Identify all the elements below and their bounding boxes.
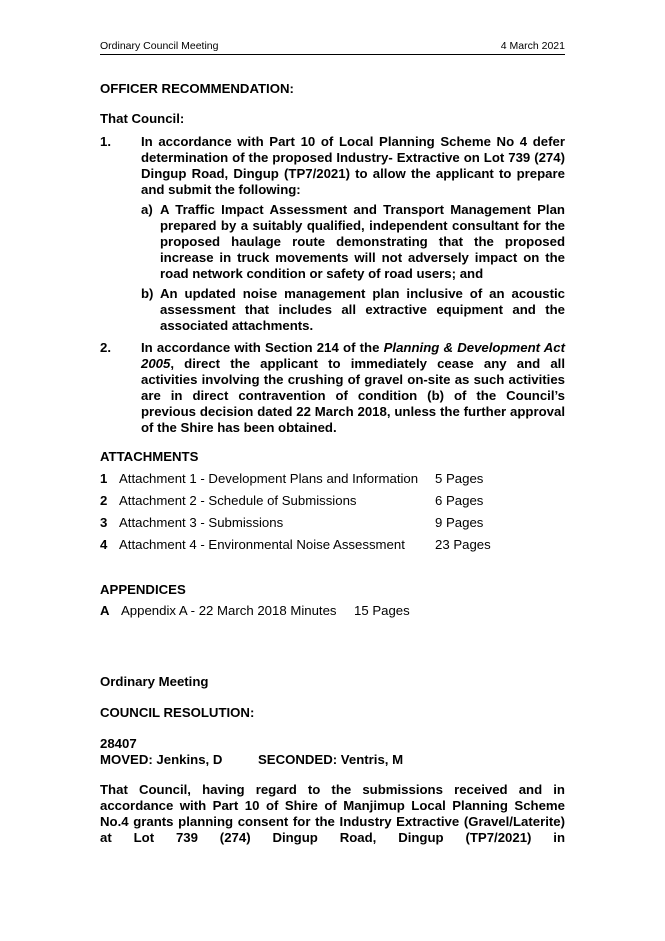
item-1a-label: a) (141, 202, 153, 217)
attachment-number: 4 (100, 537, 108, 552)
resolution-text: That Council, having regard to the submissions received and in accordance with Part 10 of Shire of Manjimup Local Planning Scheme No.4 grants planning consent for the Industry Extractive (Gravel/Laterite) at Lot 739 (274) Dingup Road, Dingup (TP7/2021) in (100, 782, 565, 845)
officer-recommendation-heading: OFFICER RECOMMENDATION: (100, 81, 294, 96)
attachments-heading: ATTACHMENTS (100, 449, 199, 464)
meeting-type: Ordinary Meeting (100, 674, 209, 689)
item-2-text-after: , direct the applicant to immediately cease any and all activities involving the crushing of gravel on-site as such activities are in direct contravention of condition (b) of the Council’s previous decision dated 22 March 2018, unless the further approval of the Shire has been obtained. (141, 356, 565, 435)
attachment-title: Attachment 2 - Schedule of Submissions (119, 493, 357, 508)
item-1b-label: b) (141, 286, 154, 301)
item-1a-text: A Traffic Impact Assessment and Transport Management Plan prepared by a suitably qualified, independent consultant for the proposed haulage route demonstrating that the proposed increase in truck movements will not adversely impact on the road network condition or safety of road users; and (160, 202, 565, 281)
item-2-act-title: Planning & Development Act 2005 (141, 340, 566, 371)
attachment-title: Attachment 4 - Environmental Noise Assessment (119, 537, 405, 552)
item-2-number: 2. (100, 340, 111, 355)
attachment-title: Attachment 3 - Submissions (119, 515, 284, 530)
attachment-pages: 6 Pages (435, 493, 484, 508)
item-1-text: In accordance with Part 10 of Local Planning Scheme No 4 defer determination of the proposed Industry- Extractive on Lot 739 (274) Dingup Road, Dingup (TP7/2021) to allow the applicant to prepare and submit the following: (141, 134, 565, 197)
appendices-heading: APPENDICES (100, 582, 186, 597)
attachment-pages: 9 Pages (435, 515, 484, 530)
header-divider (100, 54, 565, 55)
attachment-number: 3 (100, 515, 108, 530)
header-meeting-title: Ordinary Council Meeting (100, 40, 219, 52)
attachment-title: Attachment 1 - Development Plans and Information (119, 471, 419, 486)
header-date: 4 March 2021 (500, 40, 565, 52)
attachment-number: 1 (100, 471, 108, 486)
item-2-text-before: In accordance with Section 214 of the (141, 340, 384, 355)
item-2-text (141, 340, 565, 436)
item-1-number: 1. (100, 134, 111, 149)
moved-by: MOVED: Jenkins, D (100, 752, 223, 767)
attachment-pages: 23 Pages (435, 537, 491, 552)
council-resolution-heading: COUNCIL RESOLUTION: (100, 705, 255, 720)
resolution-number: 28407 (100, 736, 137, 751)
item-1b-text: An updated noise management plan inclusive of an acoustic assessment that includes all extractive equipment and the associated attachments. (160, 286, 565, 333)
appendix-title: Appendix A - 22 March 2018 Minutes (121, 603, 337, 618)
recommendation-intro: That Council: (100, 111, 185, 126)
appendix-letter: A (100, 603, 110, 618)
appendix-pages: 15 Pages (354, 603, 410, 618)
seconded-by: SECONDED: Ventris, M (258, 752, 404, 767)
attachment-number: 2 (100, 493, 108, 508)
attachment-pages: 5 Pages (435, 471, 484, 486)
